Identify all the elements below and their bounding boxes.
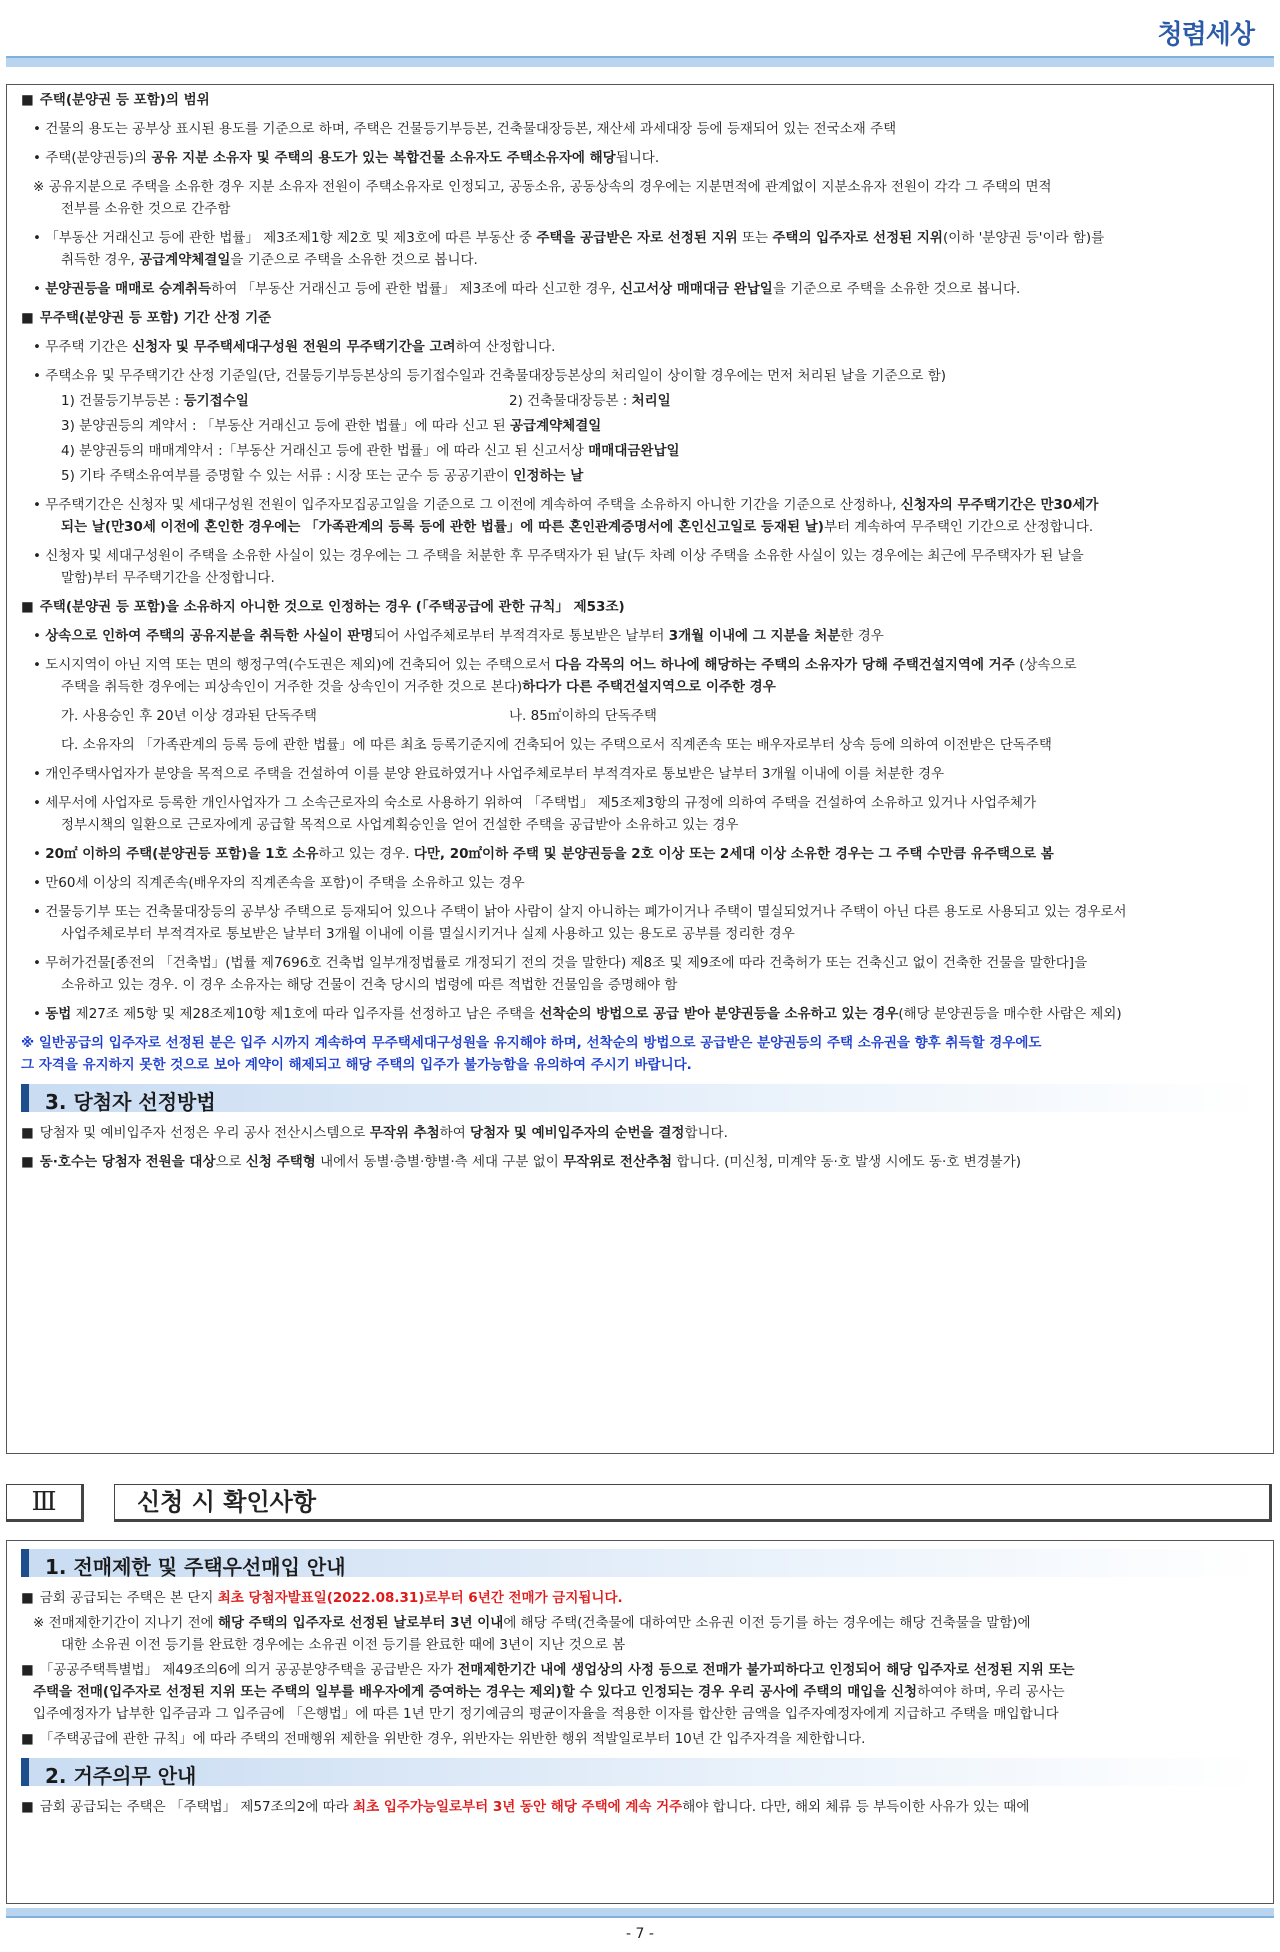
list-item-cont: 주택을 전매(입주자로 선정된 지위 또는 주택의 일부를 배우자에게 증여하는 경우는 제외)할 수 있다고 인정되는 경우 우리 공사에 주택의 매입을 신청하여야 하며, 우리 공사는 (33, 1684, 1065, 1700)
note: ※ 전매제한기간이 지나기 전에 해당 주택의 입주자로 선정된 날로부터 3년 이내에 해당 주택(건축물에 대하여만 소유권 이전 등기를 하는 경우에는 해당 건축물을 말함)에 (33, 1615, 1031, 1631)
list-subitem: 1) 건물등기부등본 : 등기접수일 2) 건축물대장등본 : 처리일 (61, 393, 671, 409)
logo: 청렴세상 (1157, 20, 1254, 50)
list-subitem: 3) 분양권등의 계약서 : 「부동산 거래신고 등에 관한 법률」에 따라 신고 된 공급계약체결일 (61, 418, 602, 434)
chapter-number: Ⅲ (6, 1484, 84, 1522)
list-item-cont: 입주예정자가 납부한 입주금과 그 입주금에 「은행법」에 따른 1년 만기 정기예금의 평균이자율을 적용한 이자를 합산한 금액을 입주자예정자에게 지급하고 주택을 매입합니다 (33, 1706, 1059, 1722)
list-item-cont: 정부시책의 일환으로 근로자에게 공급할 목적으로 사업계획승인을 얻어 건설한 주택을 공급받아 소유하고 있는 경우 (61, 817, 739, 833)
header-rule (6, 56, 1274, 67)
list-item: • 「부동산 거래신고 등에 관한 법률」 제3조제1항 제2호 및 제3호에 따른 부동산 중 주택을 공급받은 자로 선정된 지위 또는 주택의 입주자로 선정된 지위(이하 '분양권 등'이라 함)를 (33, 230, 1105, 246)
page-number: - 7 - (626, 1926, 654, 1942)
section-bar: 3. 당첨자 선정방법 (21, 1084, 1259, 1112)
chapter-heading (6, 1484, 1274, 1520)
list-item: • 세무서에 사업자로 등록한 개인사업자가 그 소속근로자의 숙소로 사용하기 위하여 「주택법」 제5조제3항의 규정에 의하여 주택을 건설하여 소유하고 있거나 사업주체가 (33, 795, 1037, 811)
list-item: • 신청자 및 세대구성원이 주택을 소유한 사실이 있는 경우에는 그 주택을 처분한 후 무주택자가 된 날(두 차례 이상 주택을 소유한 사실이 있는 경우에는 최근에 무주택자가 된 날을 (33, 548, 1084, 564)
list-item-cont: 사업주체로부터 부적격자로 통보받은 날부터 3개월 이내에 이를 멸실시키거나 실제 사용하고 있는 용도로 공부를 정리한 경우 (61, 926, 795, 942)
list-item-cont: 소유하고 있는 경우. 이 경우 소유자는 해당 건물이 건축 당시의 법령에 따른 적법한 건물임을 증명해야 함 (61, 977, 678, 993)
list-item: ■ 동·호수는 당첨자 전원을 대상으로 신청 주택형 내에서 동별·층별·향별·측 세대 구분 없이 무작위로 전산추첨 합니다. (미신청, 미계약 동·호 발생 시에도 동·호 변경불가) (21, 1154, 1022, 1170)
note: ※ 공유지분으로 주택을 소유한 경우 지분 소유자 전원이 주택소유자로 인정되고, 공동소유, 공동상속의 경우에는 지분면적에 관계없이 지분소유자 전원이 각각 그 주택의 면적 (33, 179, 1052, 195)
list-item: ■ 「주택공급에 관한 규칙」에 따라 주택의 전매행위 제한을 위반한 경우, 위반자는 위반한 행위 적발일로부터 10년 간 입주자격을 제한합니다. (21, 1731, 866, 1747)
list-item: • 건물의 용도는 공부상 표시된 용도를 기준으로 하며, 주택은 건물등기부등본, 건축물대장등본, 재산세 과세대장 등에 등재되어 있는 전국소재 주택 (33, 121, 897, 137)
list-item: • 무주택 기간은 신청자 및 무주택세대구성원 전원의 무주택기간을 고려하여 산정합니다. (33, 339, 556, 355)
list-item-cont: 취득한 경우, 공급계약체결일을 기준으로 주택을 소유한 것으로 봅니다. (61, 252, 478, 268)
list-item: • 개인주택사업자가 분양을 목적으로 주택을 건설하여 이를 분양 완료하였거나 사업주체로부터 부적격자로 통보받은 날부터 3개월 이내에 이를 처분한 경우 (33, 766, 945, 782)
list-item: • 동법 제27조 제5항 및 제28조제10항 제1호에 따라 입주자를 선정하고 남은 주택을 선착순의 방법으로 공급 받아 분양권등을 소유하고 있는 경우(해당 분양권등을 매수한 사람은 제외) (33, 1006, 1122, 1022)
list-item: • 만60세 이상의 직계존속(배우자의 직계존속을 포함)이 주택을 소유하고 있는 경우 (33, 875, 525, 891)
section-heading: ■ 주택(분양권 등 포함)을 소유하지 아니한 것으로 인정하는 경우 (「주택공급에 관한 규칙」 제53조) (21, 599, 625, 615)
list-item-cont: 되는 날(만30세 이전에 혼인한 경우에는 「가족관계의 등록 등에 관한 법률」에 따른 혼인관계증명서에 혼인신고일로 등재된 날)부터 계속하여 무주택인 기간으로 산정합니다. (61, 519, 1094, 535)
list-subitem: 다. 소유자의 「가족관계의 등록 등에 관한 법률」에 따른 최초 등록기준지에 건축되어 있는 주택으로서 직계존속 또는 배우자로부터 상속 등에 의하여 이전받은 단독주택 (61, 737, 1052, 753)
list-item: ■ 당첨자 및 예비입주자 선정은 우리 공사 전산시스템으로 무작위 추첨하여 당첨자 및 예비입주자의 순번을 결정합니다. (21, 1125, 728, 1141)
list-item: • 도시지역이 아닌 지역 또는 면의 행정구역(수도권은 제외)에 건축되어 있는 주택으로서 다음 각목의 어느 하나에 해당하는 주택의 소유자가 당해 주택건설지역에 거주 (상속으로 (33, 657, 1077, 673)
list-item: • 20㎡ 이하의 주택(분양권등 포함)을 1호 소유하고 있는 경우. 다만, 20㎡이하 주택 및 분양권등을 2호 이상 또는 2세대 이상 소유한 경우는 그 주택 수만큼 유주택으로 봄 (33, 846, 1054, 862)
list-subitem: 가. 사용승인 후 20년 이상 경과된 단독주택 나. 85㎡이하의 단독주택 (61, 708, 657, 724)
list-item: • 주택(분양권등)의 공유 지분 소유자 및 주택의 용도가 있는 복합건물 소유자도 주택소유자에 해당됩니다. (33, 150, 660, 166)
content-box-2 (6, 1540, 1274, 1904)
section-bar: 1. 전매제한 및 주택우선매입 안내 (21, 1549, 1259, 1577)
list-item: ■ 금회 공급되는 주택은 「주택법」 제57조의2에 따라 최초 입주가능일로부터 3년 동안 해당 주택에 계속 거주해야 합니다. 다만, 해외 체류 등 부득이한 사유가 있는 때에 (21, 1799, 1030, 1815)
section-bar: 2. 거주의무 안내 (21, 1758, 1259, 1786)
list-item: • 무주택기간은 신청자 및 세대구성원 전원이 입주자모집공고일을 기준으로 그 이전에 계속하여 주택을 소유하지 아니한 기간을 기준으로 산정하나, 신청자의 무주택기간은 만30세가 (33, 497, 1099, 513)
warning-note-cont: 그 자격을 유지하지 못한 것으로 보아 계약이 해제되고 해당 주택의 입주가 불가능함을 유의하여 주시기 바랍니다. (21, 1057, 692, 1073)
note-cont: 대한 소유권 이전 등기를 완료한 경우에는 소유권 이전 등기를 완료한 때에 3년이 지난 것으로 봄 (61, 1637, 626, 1653)
note-cont: 전부를 소유한 것으로 간주함 (61, 201, 231, 217)
list-item-cont: 말함)부터 무주택기간을 산정합니다. (61, 570, 275, 586)
list-subitem: 4) 분양권등의 매매계약서 :「부동산 거래신고 등에 관한 법률」에 따라 신고 된 신고서상 매매대금완납일 (61, 443, 680, 459)
list-item: ■ 「공공주택특별법」 제49조의6에 의거 공공분양주택을 공급받은 자가 전매제한기간 내에 생업상의 사정 등으로 전매가 불가피하다고 인정되어 해당 입주자로 선정된 지위 또는 (21, 1662, 1075, 1678)
list-item: • 건물등기부 또는 건축물대장등의 공부상 주택으로 등재되어 있으나 주택이 낡아 사람이 살지 아니하는 폐가이거나 주택이 멸실되었거나 주택이 아닌 다른 용도로 사용되고 있는 경우로서 (33, 904, 1127, 920)
section-heading: ■ 무주택(분양권 등 포함) 기간 산정 기준 (21, 310, 272, 326)
list-subitem: 5) 기타 주택소유여부를 증명할 수 있는 서류 : 시장 또는 군수 등 공공기관이 인정하는 날 (61, 468, 584, 484)
warning-note: ※ 일반공급의 입주자로 선정된 분은 입주 시까지 계속하여 무주택세대구성원을 유지해야 하며, 선착순의 방법으로 공급받은 분양권등의 주택 소유권을 향후 취득할 경우에도 (21, 1035, 1042, 1051)
list-item: • 주택소유 및 무주택기간 산정 기준일(단, 건물등기부등본상의 등기접수일과 건축물대장등본상의 처리일이 상이할 경우에는 먼저 처리된 날을 기준으로 함) (33, 368, 947, 384)
list-item: ■ 금회 공급되는 주택은 본 단지 최초 당첨자발표일(2022.08.31)로부터 6년간 전매가 금지됩니다. (21, 1590, 623, 1606)
list-item: • 상속으로 인하여 주택의 공유지분을 취득한 사실이 판명되어 사업주체로부터 부적격자로 통보받은 날부터 3개월 이내에 그 지분을 처분한 경우 (33, 628, 884, 644)
list-item-cont: 주택을 취득한 경우에는 피상속인이 거주한 것을 상속인이 거주한 것으로 본다)하다가 다른 주택건설지역으로 이주한 경우 (61, 679, 776, 695)
list-item: • 분양권등을 매매로 승계취득하여 「부동산 거래신고 등에 관한 법률」 제3조에 따라 신고한 경우, 신고서상 매매대금 완납일을 기준으로 주택을 소유한 것으로 봅니다. (33, 281, 1021, 297)
chapter-title: 신청 시 확인사항 (114, 1484, 1272, 1522)
content-box (6, 84, 1274, 1454)
list-item: • 무허가건물[종전의 「건축법」(법률 제7696호 건축법 일부개정법률로 개정되기 전의 것을 말한다) 제8조 및 제9조에 따라 건축허가 또는 건축신고 없이 건축한 건물을 말한다]을 (33, 955, 1088, 971)
section-heading: ■ 주택(분양권 등 포함)의 범위 (21, 92, 210, 108)
footer-rule (6, 1908, 1274, 1918)
